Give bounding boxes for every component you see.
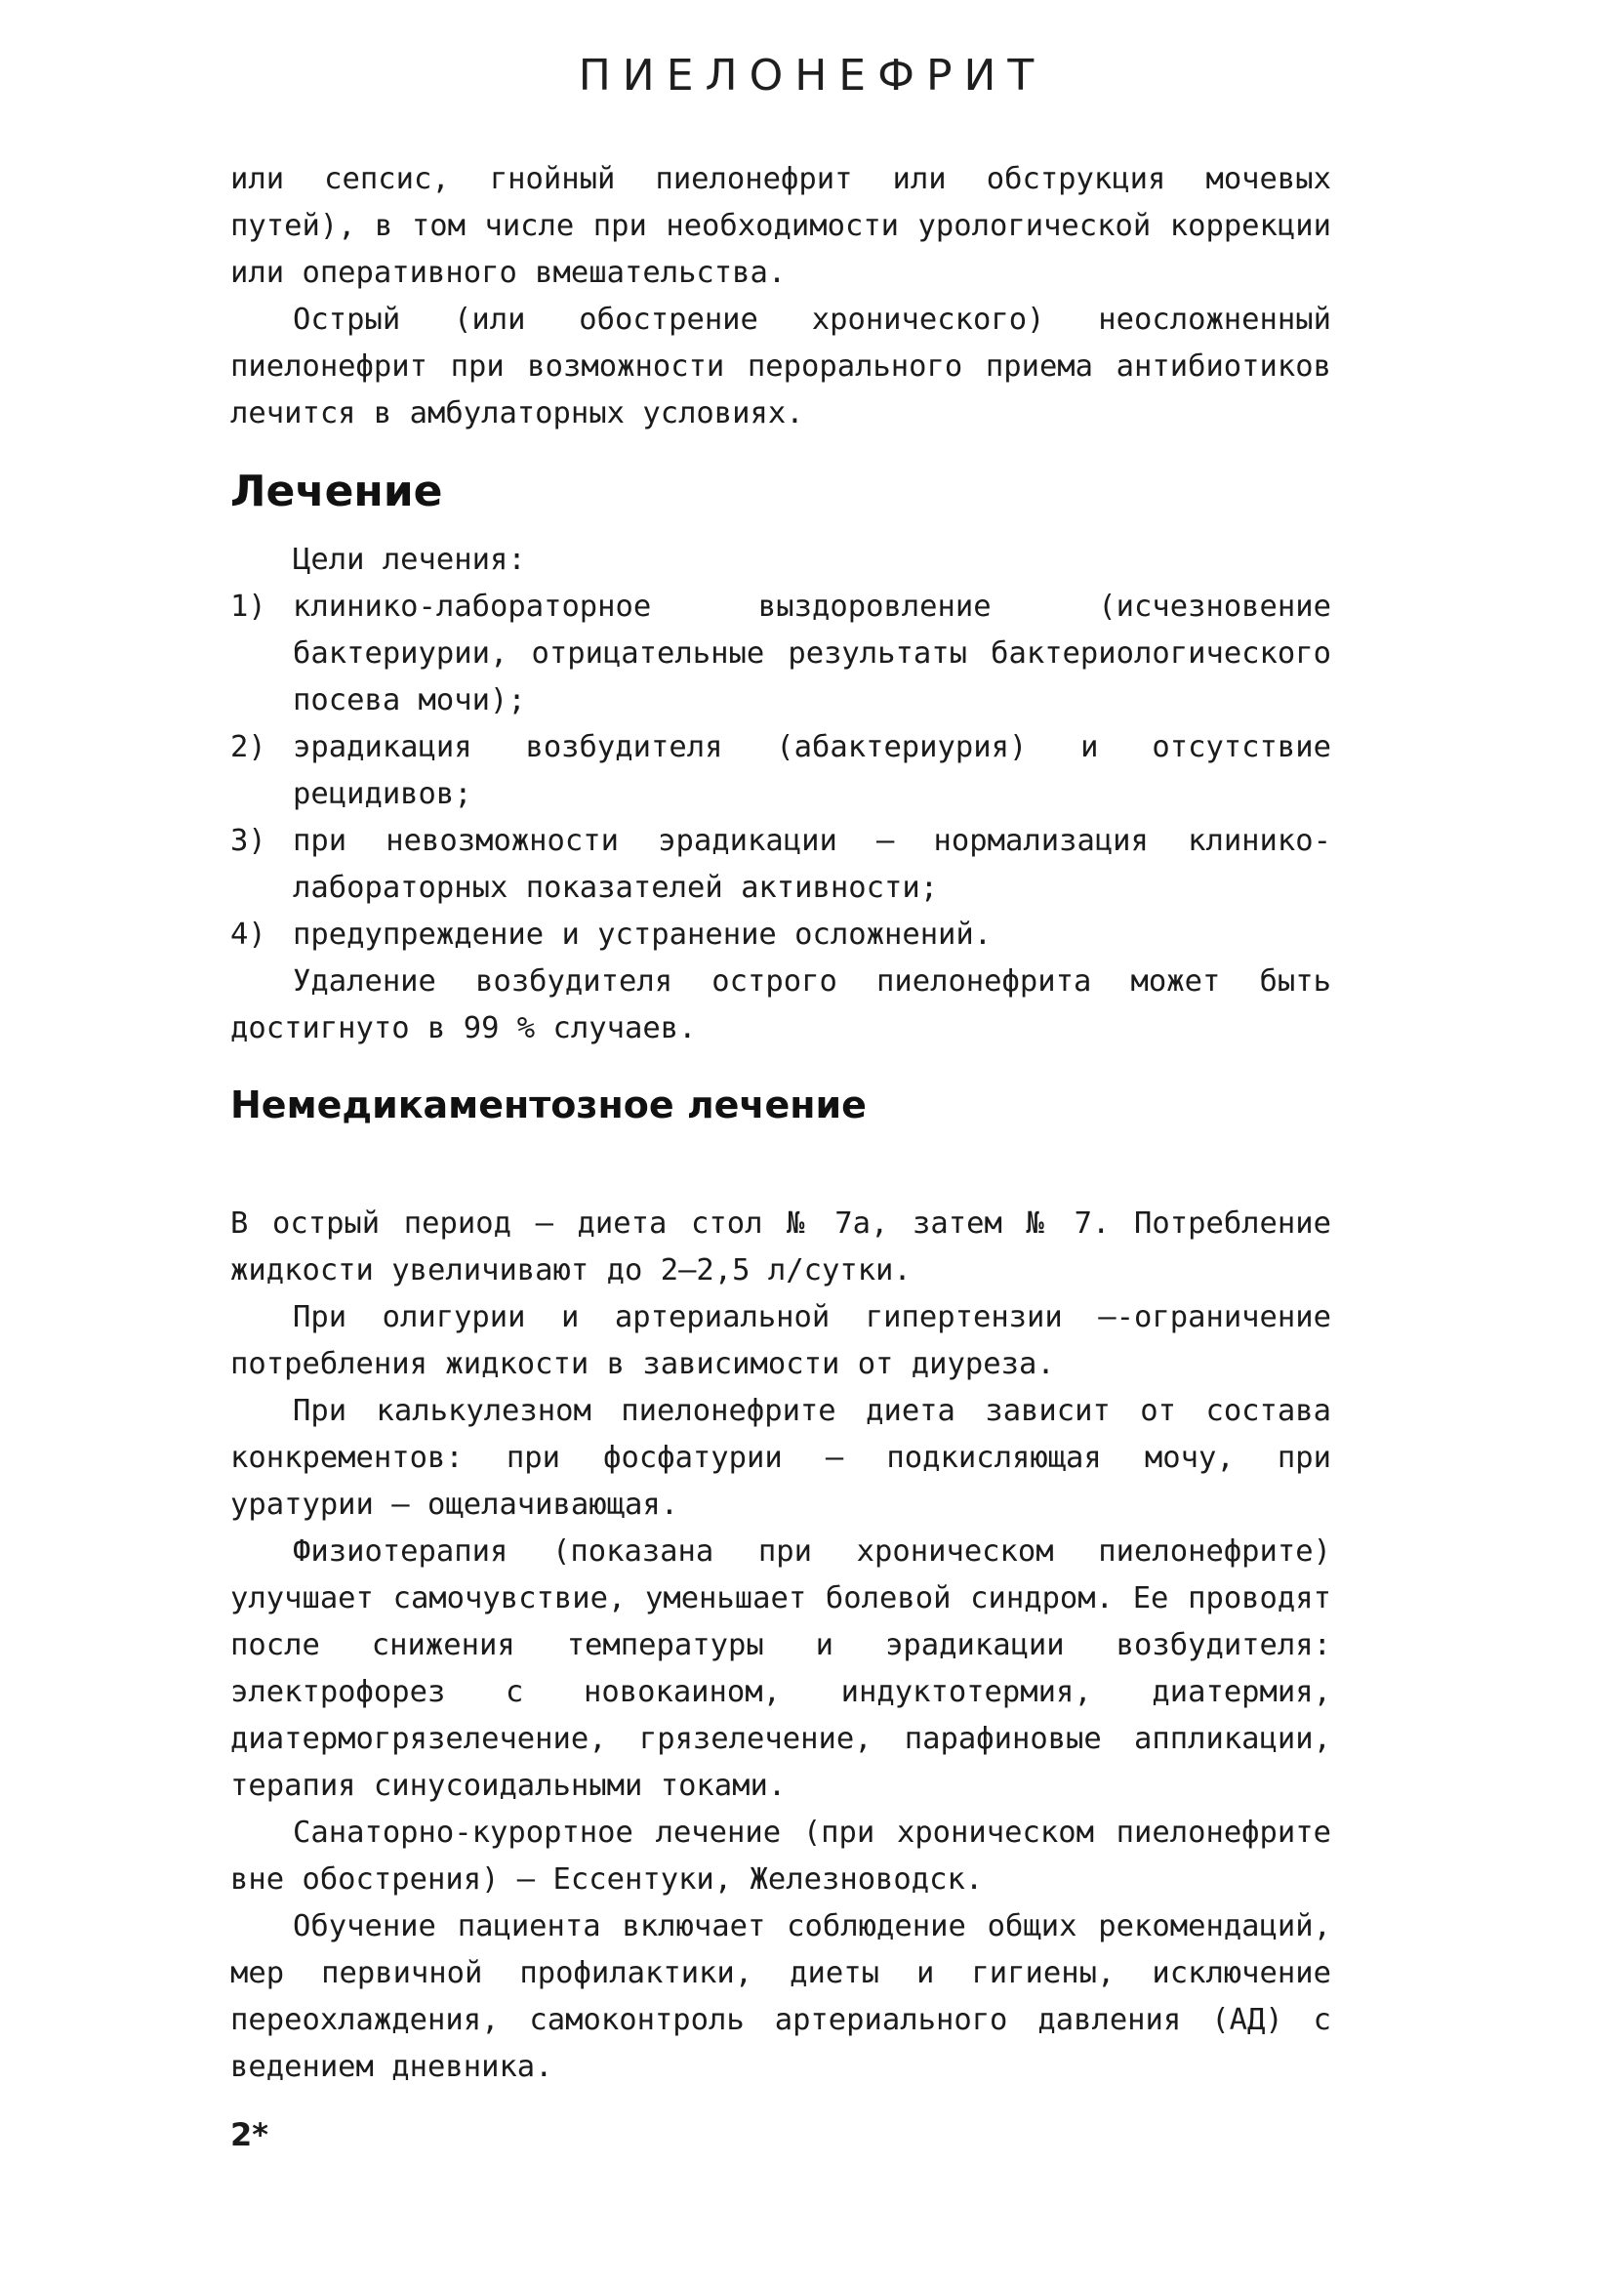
heading-treatment: Лечение (230, 467, 443, 516)
list-item-text: эрадикация возбудителя (абактериурия) и отсутствие рецидивов; (293, 730, 1331, 811)
list-item-text: клинико-лабораторное выздоровление (исчезновение бактериурии, отрицательные результаты бактериологического посева мочи); (293, 590, 1331, 717)
list-item (230, 912, 1331, 959)
running-head: ПИЕЛОНЕФРИТ (578, 51, 1046, 101)
list-item-number: 1) (230, 590, 266, 624)
intro-paragraph-1: или сепсис, гнойный пиелонефрит или обструкция мочевых путей), в том числе при необходимости урологической коррекции или оперативного вмешательства. (230, 162, 1331, 290)
goals-list (230, 584, 1331, 959)
list-item-text: предупреждение и устранение осложнений. (293, 918, 993, 952)
goals-intro: Цели лечения: (293, 543, 526, 577)
heading-nondrug-treatment: Немедикаментозное лечение (230, 1083, 867, 1126)
list-item-number: 4) (230, 918, 266, 952)
page-number: 2* (230, 2116, 268, 2153)
nondrug-paragraph-5: Санаторно-курортное лечение (при хроническом пиелонефрите вне обострения) — Ессентуки, Железноводск. (230, 1816, 1331, 1897)
treatment-closing-paragraph: Удаление возбудителя острого пиелонефрита может быть достигнуто в 99 % случаев. (230, 964, 1331, 1045)
list-item (230, 584, 1331, 724)
list-item-number: 3) (230, 824, 266, 858)
list-item (230, 724, 1331, 818)
list-item (230, 818, 1331, 912)
nondrug-paragraph-1: В острый период — диета стол № 7а, затем № 7. Потребление жидкости увеличивают до 2–2,5 л/сутки. (230, 1206, 1331, 1287)
nondrug-paragraph-6: Обучение пациента включает соблюдение общих рекомендаций, мер первичной профилактики, диеты и гигиены, исключение переохлаждения, самоконтроль артериального давления (АД) с ведением дневника. (230, 1909, 1331, 2084)
intro-paragraph-2: Острый (или обострение хронического) неосложненный пиелонефрит при возможности перорального приема антибиотиков лечится в амбулаторных условиях. (230, 303, 1331, 430)
list-item-text: при невозможности эрадикации — нормализация клинико-лабораторных показателей активности; (293, 824, 1331, 905)
nondrug-paragraph-3: При калькулезном пиелонефрите диета зависит от состава конкрементов: при фосфатурии — подкисляющая мочу, при уратурии — ощелачивающая. (230, 1394, 1331, 1522)
page-body (230, 156, 1331, 2091)
nondrug-paragraph-4: Физиотерапия (показана при хроническом пиелонефрите) улучшает самочувствие, уменьшает болевой синдром. Ее проводят после снижения температуры и эрадикации возбудителя: электрофорез с новокаином, индуктотермия, диатермия, диатермогрязелечение, грязелечение, парафиновые аппликации, терапия синусоидальными токами. (230, 1534, 1331, 1803)
list-item-number: 2) (230, 730, 266, 764)
nondrug-paragraph-2: При олигурии и артериальной гипертензии —-ограничение потребления жидкости в зависимости от диуреза. (230, 1300, 1331, 1381)
